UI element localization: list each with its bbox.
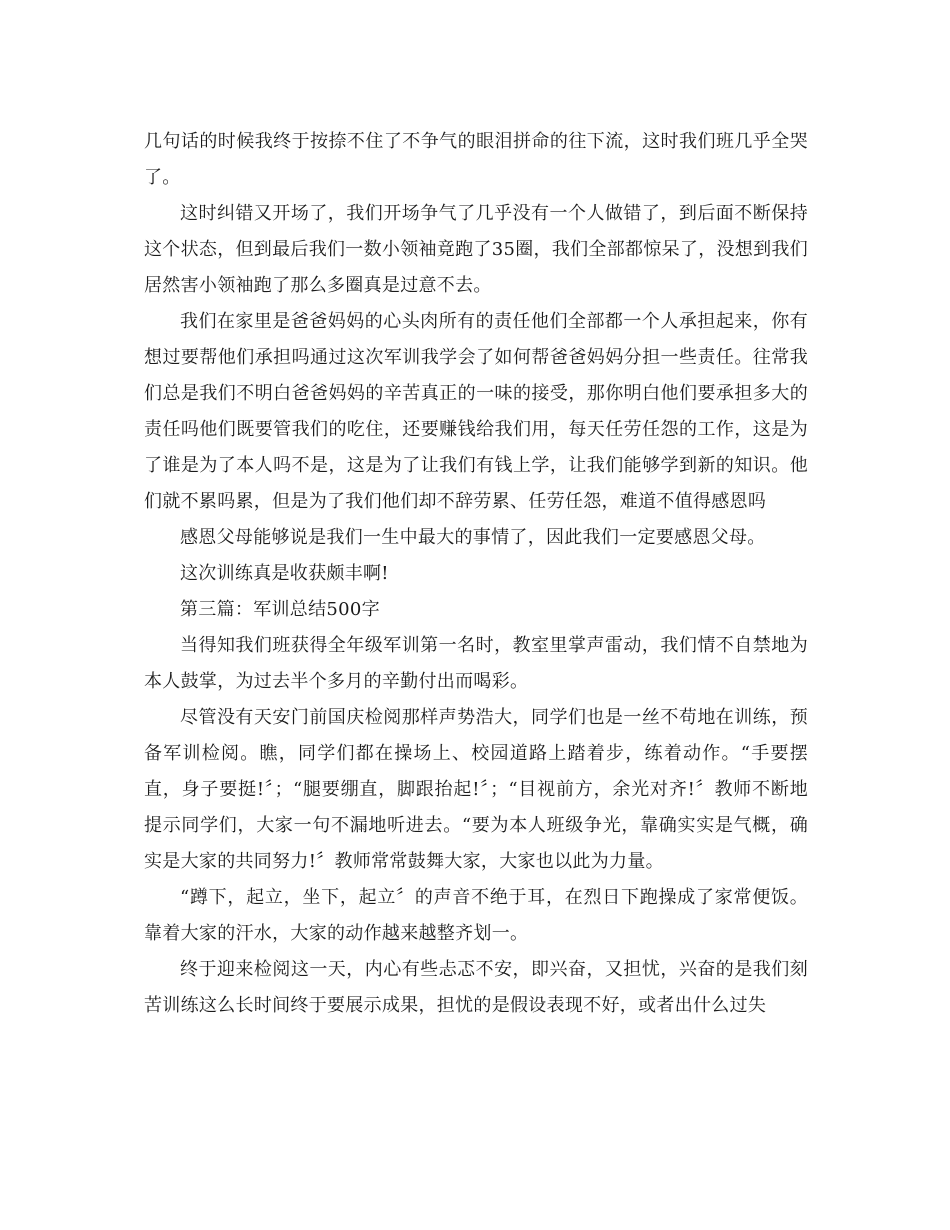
paragraph: 终于迎来检阅这一天，内心有些忐忑不安，即兴奋，又担忧，兴奋的是我们刻苦训练这么长时间终于要展示成果，担忧的是假设表现不好，或者出什么过失 [144,959,808,1016]
paragraph: 当得知我们班获得全年级军训第一名时，教室里掌声雷动，我们情不自禁地为本人鼓掌，为过去半个多月的辛勤付出而喝彩。 [144,635,808,692]
paragraph: 这次训练真是收获颇丰啊! [180,563,389,584]
paragraph: 我们在家里是爸爸妈妈的心头肉所有的责任他们全部都一个人承担起来，你有想过要帮他们承担吗通过这次军训我学会了如何帮爸爸妈妈分担一些责任。往常我们总是我们不明白爸爸妈妈的辛苦真正的一味的接受，那你明白他们要承担多大的责任吗他们既要管我们的吃住，还要赚钱给我们用，每天任劳任怨的工作，这是为了谁是为了本人吗不是，这是为了让我们有钱上学，让我们能够学到新的知识。他们就不累吗累，但是为了我们他们却不辞劳累、任劳任怨，难道不值得感恩吗 [144,311,808,512]
paragraph: 感恩父母能够说是我们一生中最大的事情了，因此我们一定要感恩父母。 [180,527,766,548]
paragraph: “蹲下，起立，坐下，起立〞的声音不绝于耳，在烈日下跑操成了家常便饭。靠着大家的汗水，大家的动作越来越整齐划一。 [144,887,808,944]
section-heading: 第三篇：军训总结500字 [180,599,380,620]
document-body [144,124,808,1024]
paragraph: 这时纠错又开场了，我们开场争气了几乎没有一个人做错了，到后面不断保持这个状态，但到最后我们一数小领袖竟跑了35圈，我们全部都惊呆了，没想到我们居然害小领袖跑了那么多圈真是过意不去。 [144,203,809,296]
paragraph-continued: 几句话的时候我终于按捺不住了不争气的眼泪拼命的往下流，这时我们班几乎全哭了。 [144,131,808,188]
paragraph: 尽管没有天安门前国庆检阅那样声势浩大，同学们也是一丝不苟地在训练，预备军训检阅。瞧，同学们都在操场上、校园道路上踏着步，练着动作。“手要摆直，身子要挺!〞；“腿要绷直，脚跟抬起!〞；“目视前方，余光对齐!〞教师不断地提示同学们，大家一句不漏地听进去。“要为本人班级争光，靠确实实是气概，确实是大家的共同努力!〞教师常常鼓舞大家，大家也以此为力量。 [144,707,808,872]
